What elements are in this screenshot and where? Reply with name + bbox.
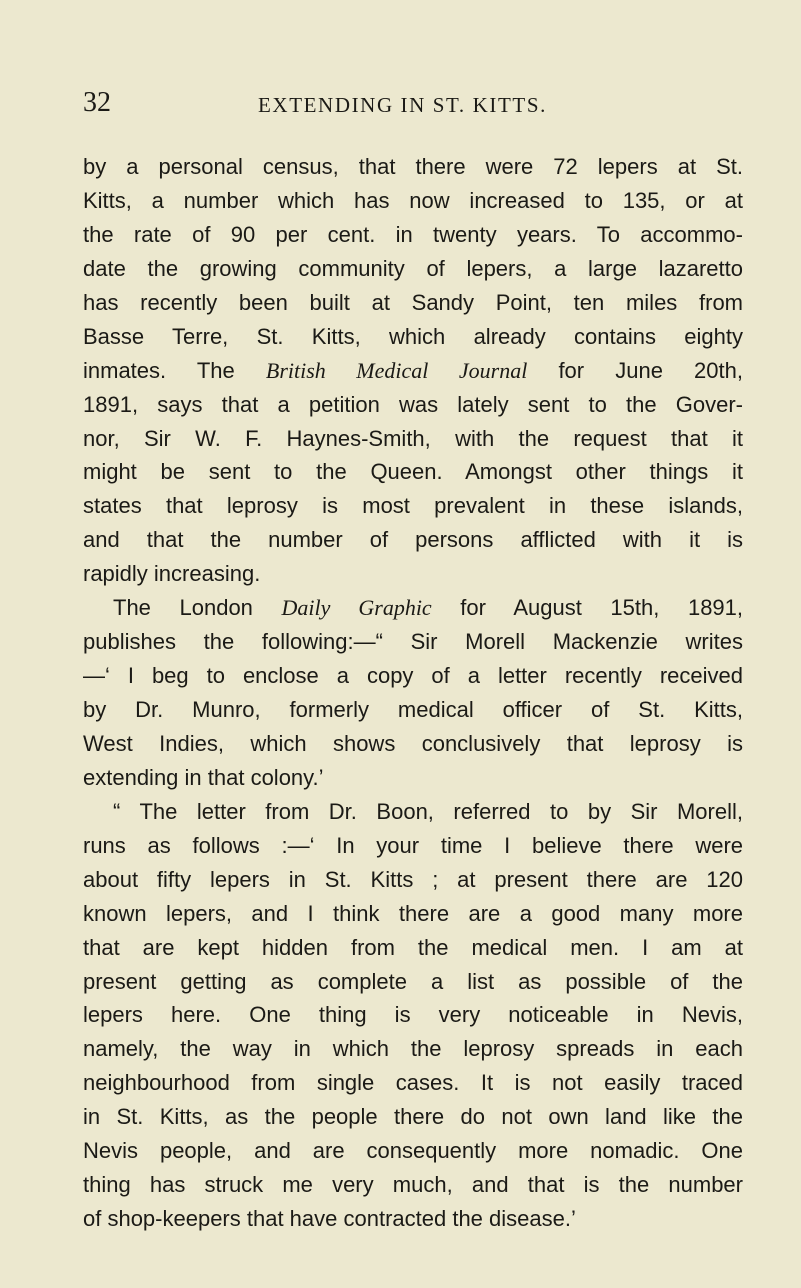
text-line: West Indies, which shows conclusively that leprosy is	[83, 730, 743, 756]
text-line: by Dr. Munro, formerly medical officer of St. Kitts,	[83, 697, 743, 722]
text-line: namely, the way in which the leprosy spreads in each	[83, 1036, 743, 1062]
text-line: about fifty lepers in St. Kitts ; at present there are 120	[83, 866, 743, 892]
text-line: the rate of 90 per cent. in twenty years. To accommo-	[83, 221, 743, 247]
text-line: known lepers, and I think there are a good many more	[83, 900, 743, 926]
text-line: of shop-keepers that have contracted the disease.’	[83, 1206, 576, 1232]
text-line: in St. Kitts, as the people there do not own land like the	[83, 1104, 743, 1130]
text-run: The London	[113, 595, 282, 621]
text-line: by a personal census, that there were 72 lepers at St.	[83, 154, 743, 179]
text-line: thing has struck me very much, and that is the number	[83, 1172, 743, 1198]
text-line: rapidly increasing.	[83, 561, 261, 587]
text-line: that are kept hidden from the medical men. I am at	[83, 934, 743, 960]
text-line: Kitts, a number which has now increased to 135, or at	[83, 187, 743, 213]
text-run: inmates. The	[83, 357, 266, 383]
page-number: 32	[83, 87, 111, 118]
text-line: and that the number of persons afflicted with it is	[83, 527, 743, 553]
text-line: 1891, says that a petition was lately sent to the Gover-	[83, 391, 743, 417]
text-line: nor, Sir W. F. Haynes-Smith, with the request that it	[83, 425, 743, 451]
text-run: for August 15th, 1891,	[431, 595, 744, 621]
italic-title: Daily Graphic	[281, 595, 432, 621]
text-line: neighbourhood from single cases. It is not easily traced	[83, 1070, 743, 1096]
text-line: extending in that colony.’	[83, 764, 324, 790]
text-line: “ The letter from Dr. Boon, referred to by Sir Morell,	[113, 798, 743, 824]
text-line: present getting as complete a list as possible of the	[83, 968, 743, 994]
text-line: —‘ I beg to enclose a copy of a letter recently received	[83, 663, 743, 689]
text-line	[83, 354, 743, 388]
page-header	[83, 88, 743, 118]
text-line: date the growing community of lepers, a large lazaretto	[83, 255, 743, 281]
text-line: might be sent to the Queen. Amongst other things it	[83, 459, 743, 485]
text-line: runs as follows :—‘ In your time I believe there were	[83, 832, 743, 858]
text-line	[83, 591, 743, 625]
body-text	[83, 150, 743, 1236]
text-run: for June 20th,	[527, 357, 743, 383]
text-line: has recently been built at Sandy Point, ten miles from	[83, 289, 743, 315]
text-line: lepers here. One thing is very noticeable in Nevis,	[83, 1002, 743, 1028]
italic-title: British Medical Journal	[265, 357, 528, 383]
running-head: EXTENDING IN ST. KITTS.	[258, 93, 547, 117]
text-line: states that leprosy is most prevalent in these islands,	[83, 493, 743, 519]
text-line: publishes the following:—“ Sir Morell Mackenzie writes	[83, 629, 743, 655]
text-line: Nevis people, and are consequently more nomadic. One	[83, 1138, 743, 1164]
text-line: Basse Terre, St. Kitts, which already contains eighty	[83, 323, 743, 349]
